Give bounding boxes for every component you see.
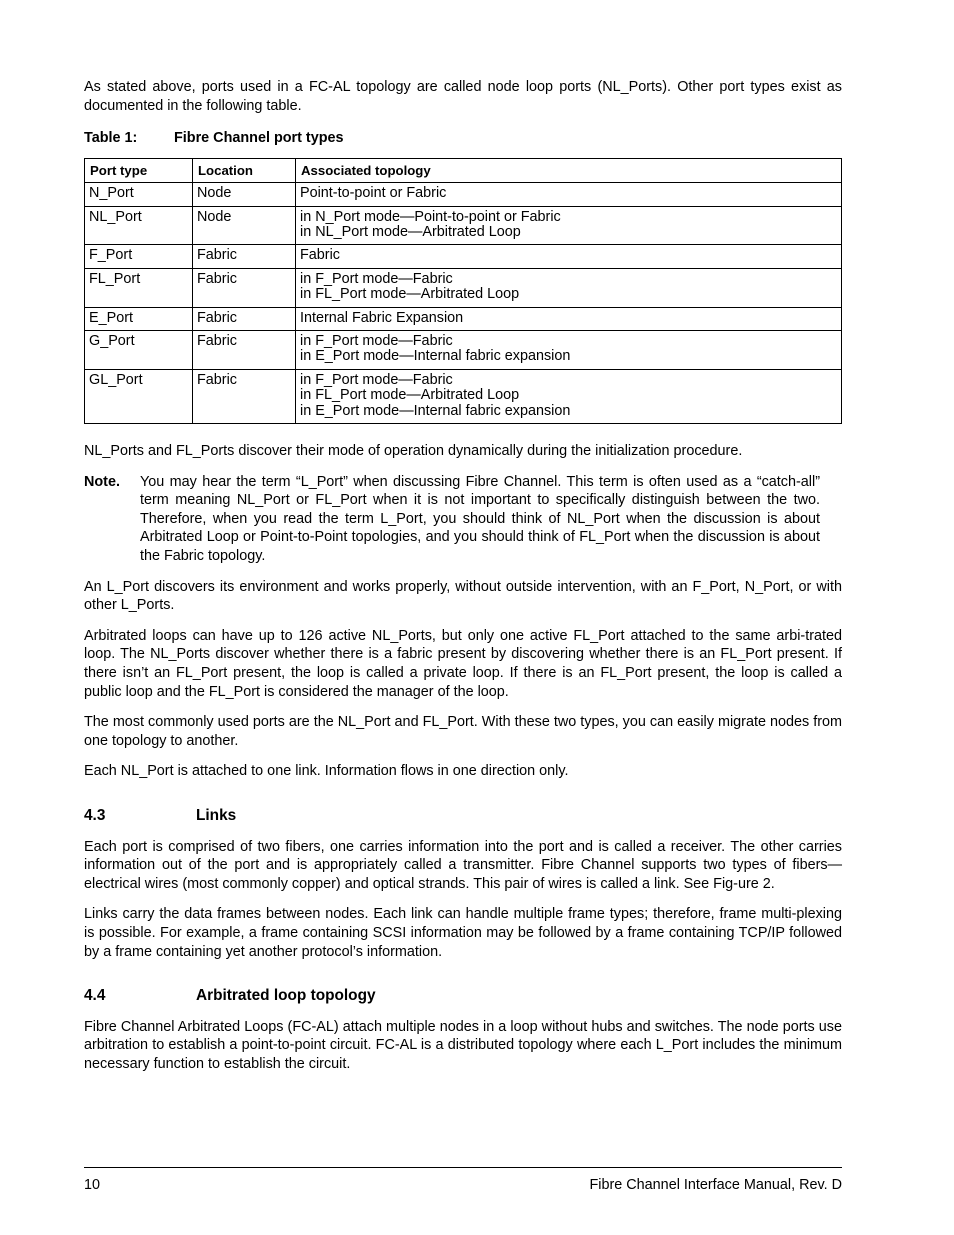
topology-line: in FL_Port mode—Arbitrated Loop bbox=[300, 387, 520, 404]
section-title: Links bbox=[196, 806, 237, 824]
table-row bbox=[85, 369, 842, 423]
header-associated-topology: Associated topology bbox=[296, 158, 842, 182]
table-row bbox=[85, 307, 842, 330]
cell-port-type: G_Port bbox=[85, 331, 193, 370]
mode-discovery-paragraph: NL_Ports and FL_Ports discover their mode of operation dynamically during the initialization procedure. bbox=[84, 443, 743, 460]
cell-topology bbox=[296, 307, 842, 330]
table-caption-number: Table 1: bbox=[84, 130, 138, 147]
note-block bbox=[84, 473, 820, 566]
body-paragraph: An L_Port discovers its environment and works properly, without outside intervention, with an F_Port, N_Port, or with other L_Ports. bbox=[84, 578, 842, 614]
topology-line: in NL_Port mode—Arbitrated Loop bbox=[300, 224, 521, 240]
header-port-type: Port type bbox=[85, 158, 193, 182]
table-row bbox=[85, 331, 842, 370]
page-body bbox=[84, 78, 842, 1086]
table-header-row bbox=[85, 158, 842, 182]
cell-location: Fabric bbox=[193, 369, 296, 423]
table-row bbox=[85, 183, 842, 206]
cell-port-type: GL_Port bbox=[85, 369, 193, 423]
body-paragraph: Each port is comprised of two fibers, one carries information into the port and is called a receiver. The other carries information out of the port and is appropriately called a transmitter. Fibre Channel supports two types of fibers—electrical wires (most commonly copper) and optical strands. This pair of wires is called a link. See Fig-ure 2. bbox=[84, 838, 842, 892]
note-label: Note. bbox=[84, 473, 120, 490]
page-number: 10 bbox=[84, 1177, 101, 1193]
topology-line: in E_Port mode—Internal fabric expansion bbox=[300, 348, 571, 365]
body-paragraph: Each NL_Port is attached to one link. Information flows in one direction only. bbox=[84, 763, 569, 780]
cell-location: Fabric bbox=[193, 331, 296, 370]
section-number: 4.3 bbox=[84, 806, 106, 824]
cell-port-type: NL_Port bbox=[85, 206, 193, 245]
cell-port-type: N_Port bbox=[85, 183, 193, 206]
cell-location: Fabric bbox=[193, 245, 296, 268]
table-caption bbox=[84, 129, 842, 148]
cell-port-type: FL_Port bbox=[85, 268, 193, 307]
cell-topology bbox=[296, 369, 842, 423]
topology-line: in F_Port mode—Fabric bbox=[300, 270, 453, 287]
body-paragraph: The most commonly used ports are the NL_Port and FL_Port. With these two types, you can easily migrate nodes from one topology to another. bbox=[84, 714, 842, 749]
section-heading-arbitrated-loop bbox=[84, 987, 842, 1006]
cell-topology bbox=[296, 183, 842, 206]
topology-line: in F_Port mode—Fabric bbox=[300, 333, 453, 350]
body-paragraph: Arbitrated loops can have up to 126 active NL_Ports, but only one active FL_Port attached to the same arbi-trated loop. The NL_Ports discover whether there is a fabric present by discovering whether there is an FL_Port present. If there isn’t an FL_Port present, the loop is called a private loop. If there is an FL_Port present, the loop is called a public loop and the FL_Port is considered the manager of the loop. bbox=[84, 627, 842, 700]
cell-port-type: F_Port bbox=[85, 245, 193, 268]
intro-paragraph: As stated above, ports used in a FC-AL topology are called node loop ports (NL_Ports). Other port types exist as documented in the following table. bbox=[84, 79, 842, 114]
note-text: You may hear the term “L_Port” when discussing Fibre Channel. This term is often used as a “catch-all” term meaning NL_Port or FL_Port when it is not important to specifically distinguish between the two. Therefore, when you read the term L_Port, you should think of NL_Port when the discussion is about Arbitrated Loop or Point-to-Point topologies, and you should think of FL_Port when the discussion is about the Fabric topology. bbox=[140, 473, 820, 565]
table-row bbox=[85, 245, 842, 268]
topology-line: Point-to-point or Fabric bbox=[300, 185, 447, 202]
cell-location: Fabric bbox=[193, 268, 296, 307]
port-types-table bbox=[84, 158, 842, 424]
cell-topology bbox=[296, 245, 842, 268]
section-number: 4.4 bbox=[84, 987, 106, 1005]
section-title: Arbitrated loop topology bbox=[196, 987, 376, 1005]
cell-topology bbox=[296, 331, 842, 370]
table-caption-title: Fibre Channel port types bbox=[174, 130, 344, 147]
cell-topology bbox=[296, 268, 842, 307]
topology-line: Fabric bbox=[300, 247, 340, 264]
cell-topology bbox=[296, 206, 842, 245]
body-paragraph: Fibre Channel Arbitrated Loops (FC-AL) attach multiple nodes in a loop without hubs and switches. The node ports use arbitration to establish a point-to-point circuit. FC-AL is a distributed topology where each L_Port includes the minimum necessary function to establish the circuit. bbox=[84, 1018, 842, 1072]
topology-line: in FL_Port mode—Arbitrated Loop bbox=[300, 286, 520, 303]
topology-line: Internal Fabric Expansion bbox=[300, 309, 464, 326]
topology-line: in N_Port mode—Point-to-point or Fabric bbox=[300, 208, 561, 225]
topology-line: in E_Port mode—Internal fabric expansion bbox=[300, 402, 571, 419]
document-title: Fibre Channel Interface Manual, Rev. D bbox=[589, 1177, 842, 1193]
table-row bbox=[85, 268, 842, 307]
cell-location: Fabric bbox=[193, 307, 296, 330]
body-paragraph: Links carry the data frames between nodes. Each link can handle multiple frame types; therefore, frame multi-plexing is possible. For example, a frame containing SCSI information may be followed by a frame containing TCP/IP followed by a frame containing yet another protocol’s information. bbox=[84, 906, 842, 960]
cell-location: Node bbox=[193, 206, 296, 245]
section-heading-links bbox=[84, 807, 842, 826]
table-row bbox=[85, 206, 842, 245]
cell-port-type: E_Port bbox=[85, 307, 193, 330]
header-location: Location bbox=[193, 158, 296, 182]
cell-location: Node bbox=[193, 183, 296, 206]
page-footer bbox=[84, 1167, 842, 1193]
topology-line: in F_Port mode—Fabric bbox=[300, 371, 453, 388]
